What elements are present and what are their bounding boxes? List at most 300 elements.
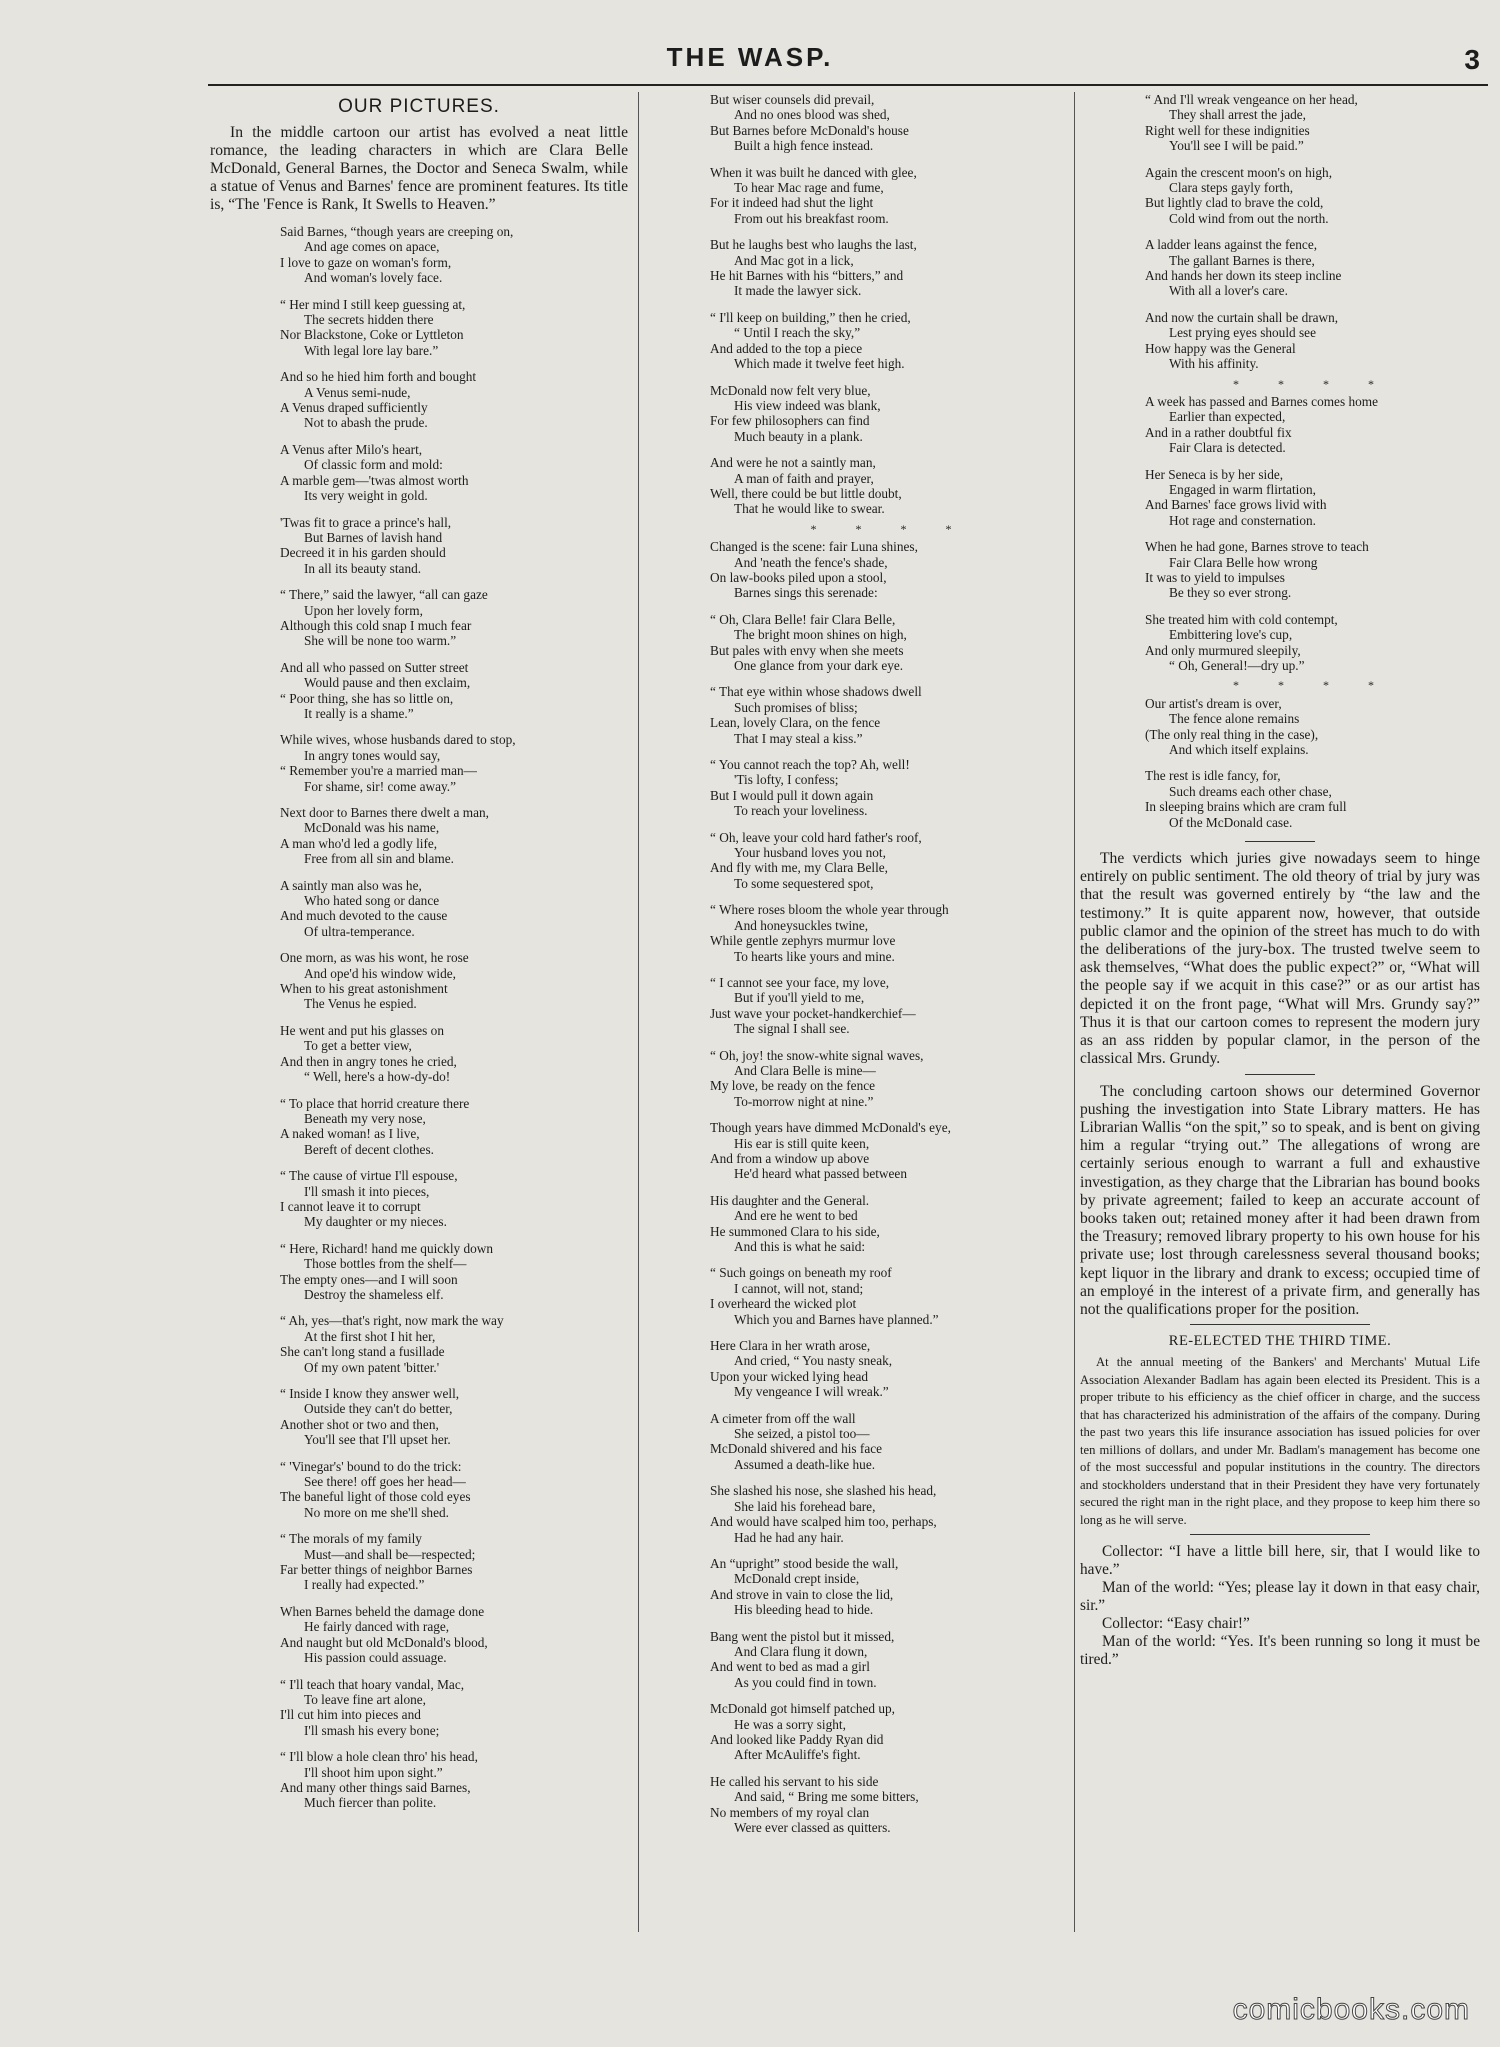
- stanza: [710, 1048, 1070, 1110]
- dialogue-line: Man of the world: “Yes; please lay it down in that easy chair, sir.”: [1080, 1579, 1480, 1615]
- poem-line: Assumed a death-like hue.: [734, 1456, 876, 1472]
- poem-line: In sleeping brains which are cram full: [1145, 799, 1347, 815]
- poem-line: A marble gem—'twas almost worth: [280, 472, 469, 488]
- stanza: [280, 1604, 628, 1666]
- poem-line: Again the crescent moon's on high,: [1145, 164, 1333, 180]
- poem-line: For shame, sir! come away.”: [304, 778, 456, 794]
- poem-line: But lightly clad to brave the cold,: [1145, 195, 1324, 211]
- stanza: [280, 1241, 628, 1303]
- article-paragraph: The verdicts which juries give nowadays seem to hinge entirely on public sentiment. The old theory of trial by jury was that the result was governed entirely by “the law and the testimony.” It is quite apparent now, however, that outside public clamor and the opinion of the street has much to do with the deliberations of the jury-box. The trusted twelve seem to ask themselves, “What does the public expect?” or, “What will the people say if we acquit in this case?” or as our artist has depicted it on the front page, “What will Mrs. Grundy say?” Thus it is that our cartoon comes to represent the modern jury as an ass ridden by popular clamor, in the person of the classical Mrs. Grundy.: [1080, 850, 1480, 1068]
- poem-line: But pales with envy when she meets: [710, 642, 904, 658]
- poem-line: It made the lawyer sick.: [734, 283, 862, 299]
- poem-line: Barnes sings this serenade:: [734, 585, 878, 601]
- poem-line: McDonald got himself patched up,: [710, 1701, 896, 1717]
- poem-line: At the first shot I hit her,: [304, 1328, 436, 1344]
- intro-paragraph: In the middle cartoon our artist has evolved a neat little romance, the leading characters in which are Clara Belle McDonald, General Barnes, the Doctor and Seneca Swalm, while a statue of Venus and Barnes' fence are prominent features. Its title is, “The 'Fence is Rank, It Swells to Heaven.”: [210, 124, 628, 213]
- poem-line: Lean, lovely Clara, on the fence: [710, 715, 881, 731]
- poem-line: He called his servant to his side: [710, 1773, 879, 1789]
- stanza: [280, 1749, 628, 1811]
- poem-line: Decreed it in his garden should: [280, 545, 446, 561]
- stanza: [280, 515, 628, 577]
- poem-line: He fairly danced with rage,: [304, 1619, 450, 1635]
- poem-line: I love to gaze on woman's form,: [280, 254, 452, 270]
- stanza: [710, 902, 1070, 964]
- poem-line: Hot rage and consternation.: [1169, 512, 1316, 528]
- poem-line: Upon her lovely form,: [304, 602, 423, 618]
- poem-line: I'll shoot him upon sight.”: [304, 1764, 443, 1780]
- poem-line: “ Ah, yes—that's right, now mark the way: [280, 1313, 504, 1329]
- poem-line: But Barnes before McDonald's house: [710, 122, 909, 138]
- poem-line: And looked like Paddy Ryan did: [710, 1731, 884, 1747]
- poem-line: From out his breakfast room.: [734, 210, 889, 226]
- poem-line: My daughter or my nieces.: [304, 1214, 447, 1230]
- poem-line: “ Such goings on beneath my roof: [710, 1265, 892, 1281]
- poem-line: One morn, as was his wont, he rose: [280, 950, 469, 966]
- stanza: [710, 757, 1070, 819]
- stanza: [1145, 394, 1480, 456]
- poem-line: I'll smash his every bone;: [304, 1722, 440, 1738]
- poem-line: She laid his forehead bare,: [734, 1498, 876, 1514]
- poem-line: And in a rather doubtful fix: [1145, 424, 1292, 440]
- poem-line: She slashed his nose, she slashed his head,: [710, 1483, 937, 1499]
- poem-line: Who hated song or dance: [304, 893, 440, 909]
- dialogue-line: Collector: “Easy chair!”: [1102, 1615, 1250, 1633]
- divider: [1245, 841, 1315, 842]
- poem-line: “ Oh, General!—dry up.”: [1169, 658, 1305, 673]
- poem-line: Bang went the pistol but it missed,: [710, 1628, 895, 1644]
- poem-line: But if you'll yield to me,: [734, 990, 865, 1006]
- dialogue-block: [1080, 1543, 1480, 1669]
- poem-line: Such promises of bliss;: [734, 699, 858, 715]
- section-break-stars: * * * *: [1233, 678, 1392, 693]
- poem-line: But he laughs best who laughs the last,: [710, 237, 917, 253]
- poem-line: Which you and Barnes have planned.”: [734, 1311, 939, 1327]
- poem-line: Of the McDonald case.: [1169, 814, 1293, 830]
- poem-line: “ Here, Richard! hand me quickly down: [280, 1240, 494, 1256]
- stanza: [280, 1677, 628, 1739]
- poem-line: She will be none too warm.”: [304, 633, 457, 649]
- poem-line: “ Inside I know they answer well,: [280, 1386, 460, 1401]
- poem-line: The signal I shall see.: [734, 1021, 850, 1037]
- poem-line: His view indeed was blank,: [734, 397, 881, 413]
- poem-line: A Venus after Milo's heart,: [280, 441, 423, 457]
- poem-line: 'Twas fit to grace a prince's hall,: [280, 514, 452, 530]
- poem-line: A cimeter from off the wall: [710, 1410, 856, 1426]
- poem-line: I really had expected.”: [304, 1577, 425, 1593]
- poem-line: And cried, “ You nasty sneak,: [734, 1353, 893, 1369]
- stanza: [280, 297, 628, 359]
- stanza: [710, 539, 1070, 601]
- poem-line: Destroy the shameless elf.: [304, 1286, 444, 1302]
- stanza: [1145, 696, 1480, 758]
- poem-line: It was to yield to impulses: [1145, 569, 1285, 585]
- poem-line: And Barnes' face grows livid with: [1145, 497, 1327, 513]
- poem-line: A naked woman! as I live,: [280, 1126, 420, 1142]
- poem-line: “ I'll blow a hole clean thro' his head,: [280, 1749, 478, 1765]
- poem-line: Outside they can't do better,: [304, 1401, 453, 1417]
- poem-line: That I may steal a kiss.”: [734, 730, 863, 746]
- poem-line: He'd heard what passed between: [734, 1166, 907, 1182]
- stanza: [1145, 539, 1480, 601]
- poem-line: Another shot or two and then,: [280, 1416, 439, 1432]
- stanza: [1145, 467, 1480, 529]
- poem-line: To hearts like yours and mine.: [734, 948, 895, 964]
- poem-line: When it was built he danced with glee,: [710, 164, 917, 180]
- poem-line: His ear is still quite keen,: [734, 1135, 870, 1151]
- poem-line: And were he not a saintly man,: [710, 455, 876, 471]
- stanza: [710, 455, 1070, 517]
- poem-line: A saintly man also was he,: [280, 877, 422, 893]
- poem-line: Right well for these indignities: [1145, 122, 1310, 138]
- stanza: [280, 224, 628, 286]
- poem-line: And all who passed on Sutter street: [280, 659, 469, 675]
- poem-line: To reach your loveliness.: [734, 803, 868, 819]
- poem-line: A Venus draped sufficiently: [280, 400, 428, 416]
- poem-line: He summoned Clara to his side,: [710, 1223, 880, 1239]
- poem-line: And added to the top a piece: [710, 340, 863, 356]
- poem-line: Not to abash the prude.: [304, 415, 428, 431]
- poem-line: And which itself explains.: [1169, 742, 1309, 758]
- poem-line: With legal lore lay bare.”: [304, 342, 439, 358]
- poem-line: Changed is the scene: fair Luna shines,: [710, 539, 918, 555]
- poem-line: Much fiercer than polite.: [304, 1795, 437, 1811]
- poem-line: “ Oh, leave your cold hard father's roof,: [710, 829, 922, 845]
- poem-line: And Clara Belle is mine—: [734, 1062, 876, 1078]
- poem-line: “ Poor thing, she has so little on,: [280, 690, 454, 706]
- poem-line: Although this cold snap I much fear: [280, 617, 472, 633]
- poem-line: I'll cut him into pieces and: [280, 1707, 421, 1723]
- poem-line: And naught but old McDonald's blood,: [280, 1634, 488, 1650]
- poem-line: And 'neath the fence's shade,: [734, 554, 888, 570]
- poem-line: Upon your wicked lying head: [710, 1368, 869, 1384]
- poem-line: He hit Barnes with his “bitters,” and: [710, 268, 904, 284]
- poem-line: Lest prying eyes should see: [1169, 325, 1316, 341]
- poem-line: With all a lover's care.: [1169, 283, 1288, 299]
- poem-line: And this is what he said:: [734, 1239, 866, 1254]
- poem-line: A man who'd led a godly life,: [280, 835, 438, 851]
- poem-line: Here Clara in her wrath arose,: [710, 1338, 871, 1354]
- stanza: [280, 369, 628, 431]
- poem-line: Fair Clara Belle how wrong: [1169, 554, 1318, 570]
- stanza: [280, 1459, 628, 1521]
- stanza: [710, 1774, 1070, 1836]
- stanza: [280, 1386, 628, 1448]
- poem-line: A Venus semi-nude,: [304, 384, 411, 400]
- poem-line: Would pause and then exclaim,: [304, 675, 471, 691]
- poem-line: In all its beauty stand.: [304, 560, 422, 576]
- stanza: [710, 684, 1070, 746]
- poem-line: Earlier than expected,: [1169, 409, 1286, 425]
- poem-line: And honeysuckles twine,: [734, 917, 869, 933]
- poem-line: Our artist's dream is over,: [1145, 695, 1282, 711]
- poem-line: And only murmured sleepily,: [1145, 642, 1301, 658]
- poem-line: Engaged in warm flirtation,: [1169, 481, 1316, 497]
- column-divider: [638, 92, 639, 1932]
- poem-line: The bright moon shines on high,: [734, 627, 907, 643]
- poem-line: Free from all sin and blame.: [304, 851, 454, 867]
- poem-line: You'll see that I'll upset her.: [304, 1432, 451, 1448]
- poem-line: Her Seneca is by her side,: [1145, 466, 1284, 482]
- poem-line: Were ever classed as quitters.: [734, 1820, 891, 1835]
- stanza: [710, 1483, 1070, 1545]
- poem-line: The Venus he espied.: [304, 996, 417, 1012]
- column-1: [210, 92, 628, 1932]
- poem: [1145, 92, 1480, 830]
- poem-line: Beneath my very nose,: [304, 1110, 426, 1126]
- poem-line: And age comes on apace,: [304, 239, 440, 255]
- poem-line: “ There,” said the lawyer, “all can gaze: [280, 587, 488, 603]
- page-number: 3: [1464, 44, 1480, 75]
- poem-line: See there! off goes her head—: [304, 1474, 466, 1490]
- poem-line: Built a high fence instead.: [734, 138, 874, 154]
- stanza: [710, 612, 1070, 674]
- poem-line: With his affinity.: [1169, 356, 1259, 372]
- poem-line: She treated him with cold contempt,: [1145, 611, 1338, 627]
- dialogue-line: Man of the world: “Yes. It's been running so long it must be tired.”: [1080, 1633, 1480, 1669]
- poem-line: “ Where roses bloom the whole year through: [710, 902, 949, 918]
- poem-line: That he would like to swear.: [734, 501, 885, 517]
- column-divider: [1074, 92, 1075, 1932]
- stanza: [710, 1411, 1070, 1473]
- poem-line: Nor Blackstone, Coke or Lyttleton: [280, 327, 464, 343]
- poem-line: For it indeed had shut the light: [710, 195, 874, 211]
- poem-line: And much devoted to the cause: [280, 908, 448, 924]
- poem-line: “ Remember you're a married man—: [280, 763, 477, 779]
- poem-line: And hands her down its steep incline: [1145, 268, 1342, 284]
- column-3: [1080, 92, 1480, 1932]
- poem-line: McDonald crept inside,: [734, 1571, 860, 1587]
- poem-line: Though years have dimmed McDonald's eye,: [710, 1120, 951, 1136]
- stanza: [710, 1629, 1070, 1691]
- poem-line: “ The morals of my family: [280, 1531, 422, 1547]
- stanza: [710, 1556, 1070, 1618]
- poem-line: “ That eye within whose shadows dwell: [710, 684, 922, 700]
- stanza: [280, 442, 628, 504]
- poem-line: “ I'll teach that hoary vandal, Mac,: [280, 1676, 465, 1692]
- poem-line: “ I cannot see your face, my love,: [710, 974, 890, 990]
- poem-line: “ You cannot reach the top? Ah, well!: [710, 757, 910, 773]
- poem-line: Which made it twelve feet high.: [734, 356, 905, 372]
- stanza: [710, 383, 1070, 445]
- poem-line: McDonald was his name,: [304, 820, 440, 836]
- poem-line: The empty ones—and I will soon: [280, 1271, 458, 1287]
- stanza: [710, 1338, 1070, 1400]
- poem-line: A ladder leans against the fence,: [1145, 237, 1318, 253]
- stanza: [710, 1193, 1070, 1255]
- poem-line: But I would pull it down again: [710, 787, 874, 803]
- poem-line: Next door to Barnes there dwelt a man,: [280, 805, 489, 820]
- stanza: [710, 1701, 1070, 1763]
- stanza: [280, 950, 628, 1012]
- poem-line: Its very weight in gold.: [304, 488, 428, 504]
- poem-line: Of classic form and mold:: [304, 457, 443, 473]
- poem-line: And from a window up above: [710, 1150, 870, 1166]
- poem-line: Your husband loves you not,: [734, 845, 886, 861]
- stanza: [280, 1313, 628, 1375]
- stanza: [710, 975, 1070, 1037]
- poem-line: And woman's lovely face.: [304, 270, 443, 286]
- poem-line: For few philosophers can find: [710, 413, 870, 429]
- poem-line: “ Oh, Clara Belle! fair Clara Belle,: [710, 611, 896, 627]
- poem: [280, 224, 628, 1811]
- stanza: [710, 237, 1070, 299]
- poem-line: And ere he went to bed: [734, 1208, 858, 1224]
- stanza: [710, 92, 1070, 154]
- poem-line: “ Her mind I still keep guessing at,: [280, 296, 466, 312]
- poem-line: I'll smash it into pieces,: [304, 1183, 430, 1199]
- poem-line: “ To place that horrid creature there: [280, 1095, 470, 1111]
- stanza: [710, 830, 1070, 892]
- poem-line: Of my own patent 'bitter.': [304, 1359, 440, 1375]
- poem-line: His passion could assuage.: [304, 1650, 447, 1666]
- poem-line: She can't long stand a fusillade: [280, 1344, 445, 1360]
- poem-line: To-morrow night at nine.”: [734, 1093, 874, 1109]
- poem-line: And now the curtain shall be drawn,: [1145, 309, 1339, 325]
- poem: [710, 92, 1070, 1835]
- poem-line: And went to bed as mad a girl: [710, 1659, 870, 1675]
- stanza: [1145, 237, 1480, 299]
- poem-line: Fair Clara is detected.: [1169, 440, 1286, 456]
- poem-line: “ 'Vinegar's' bound to do the trick:: [280, 1458, 462, 1474]
- stanza: [280, 660, 628, 722]
- poem-line: They shall arrest the jade,: [1169, 107, 1306, 123]
- poem-line: The secrets hidden there: [304, 312, 434, 328]
- poem-line: In angry tones would say,: [304, 747, 441, 763]
- poem-line: Much beauty in a plank.: [734, 428, 863, 444]
- poem-line: His bleeding head to hide.: [734, 1602, 874, 1618]
- poem-line: But Barnes of lavish hand: [304, 529, 443, 545]
- stanza: [280, 732, 628, 794]
- poem-line: As you could find in town.: [734, 1674, 877, 1690]
- poem-line: Well, there could be but little doubt,: [710, 485, 902, 501]
- poem-line: He was a sorry sight,: [734, 1716, 846, 1732]
- poem-line: His daughter and the General.: [710, 1192, 870, 1208]
- poem-line: On law-books piled upon a stool,: [710, 569, 887, 585]
- poem-line: Must—and shall be—respected;: [304, 1546, 476, 1562]
- poem-line: Said Barnes, “though years are creeping on,: [280, 224, 514, 239]
- stanza: [1145, 612, 1480, 674]
- poem-line: The gallant Barnes is there,: [1169, 252, 1315, 268]
- poem-line: A man of faith and prayer,: [734, 470, 874, 486]
- poem-line: He went and put his glasses on: [280, 1022, 444, 1038]
- poem-line: “ Until I reach the sky,”: [734, 325, 861, 341]
- poem-line: And ope'd his window wide,: [304, 965, 456, 981]
- stanza: [1145, 310, 1480, 372]
- stanza: [1145, 768, 1480, 830]
- stanza: [710, 1120, 1070, 1182]
- stanza: [1145, 92, 1480, 154]
- poem-line: I overheard the wicked plot: [710, 1296, 857, 1312]
- stanza: [710, 165, 1070, 227]
- poem-line: While gentle zephyrs murmur love: [710, 933, 896, 949]
- divider: [1245, 1074, 1315, 1075]
- poem-line: Bereft of decent clothes.: [304, 1141, 434, 1157]
- poem-line: But wiser counsels did prevail,: [710, 92, 875, 107]
- poem-line: When he had gone, Barnes strove to teach: [1145, 539, 1369, 555]
- poem-line: The baneful light of those cold eyes: [280, 1489, 471, 1505]
- article-heading: RE-ELECTED THE THIRD TIME.: [1168, 1333, 1392, 1350]
- column-2: [650, 92, 1070, 1932]
- poem-line: A week has passed and Barnes comes home: [1145, 393, 1379, 409]
- article-paragraph: At the annual meeting of the Bankers' and Merchants' Mutual Life Association Alexander Badlam has again been elected its President. This is a proper tribute to his efficiency as the chief officer in charge, and the success that has characterized his administration of the affairs of the company. During the past two years this life insurance association has issued policies for over ten millions of dollars, and under Mr. Badlam's management has become one of the most successful and popular institutions in the country. The directors and stockholders understand that in their President they have very fortunately secured the right man in the right place, and they propose to keep him there so long as he will serve.: [1080, 1355, 1480, 1527]
- poem-line: McDonald now felt very blue,: [710, 382, 871, 398]
- stanza: [710, 1265, 1070, 1327]
- poem-line: To some sequestered spot,: [734, 875, 874, 891]
- poem-line: An “upright” stood beside the wall,: [710, 1555, 899, 1571]
- poem-line: To hear Mac rage and fume,: [734, 180, 884, 196]
- poem-line: Embittering love's cup,: [1169, 627, 1293, 643]
- poem-line: And said, “ Bring me some bitters,: [734, 1789, 919, 1805]
- poem-line: And Mac got in a lick,: [734, 252, 854, 268]
- poem-line: Of ultra-temperance.: [304, 923, 415, 939]
- poem-line: McDonald shivered and his face: [710, 1441, 883, 1457]
- poem-line: The fence alone remains: [1169, 711, 1300, 727]
- stanza: [280, 878, 628, 940]
- dialogue-line: Collector: “I have a little bill here, sir, that I would like to have.”: [1080, 1543, 1480, 1579]
- poem-line: Such dreams each other chase,: [1169, 783, 1332, 799]
- poem-line: You'll see I will be paid.”: [1169, 138, 1304, 154]
- poem-line: The rest is idle fancy, for,: [1145, 768, 1281, 784]
- article-paragraph: The concluding cartoon shows our determined Governor pushing the investigation into State Library matters. He has Librarian Wallis “on the spit,” so to speak, and is bent on giving him a regular “trying out.” The allegations of wrong are certainly serious enough to warrant a full and exhaustive investigation, as they charge that the Librarian has bound books by private agreement; failed to keep an accurate account of books taken out; retained money after it had been drawn from the Treasury; removed library property to his own house for his private use; lost through carelessness several thousand books; kept liquor in the library and drank to excess; occupied time of an employé in the interest of a private firm, and generally has not the qualifications proper for the position.: [1080, 1082, 1480, 1318]
- stanza: [710, 310, 1070, 372]
- poem-line: To get a better view,: [304, 1038, 412, 1054]
- poem-line: I cannot, will not, stand;: [734, 1280, 864, 1296]
- poem-line: Just wave your pocket-handkerchief—: [710, 1005, 916, 1021]
- poem-line: She seized, a pistol too—: [734, 1426, 870, 1442]
- poem-line: Those bottles from the shelf—: [304, 1256, 467, 1272]
- poem-line: “ Oh, joy! the snow-white signal waves,: [710, 1047, 924, 1063]
- poem-line: My vengeance I will wreak.”: [734, 1384, 889, 1400]
- poem-line: After McAuliffe's fight.: [734, 1747, 861, 1763]
- poem-line: And so he hied him forth and bought: [280, 369, 477, 385]
- poem-line: “ The cause of virtue I'll espouse,: [280, 1168, 458, 1184]
- poem-line: And Clara flung it down,: [734, 1643, 868, 1659]
- poem-line: And then in angry tones he cried,: [280, 1053, 457, 1069]
- poem-line: (The only real thing in the case),: [1145, 726, 1319, 742]
- poem-line: One glance from your dark eye.: [734, 658, 904, 673]
- poem-line: Cold wind from out the north.: [1169, 210, 1329, 226]
- poem-line: No more on me she'll shed.: [304, 1504, 449, 1520]
- divider: [1190, 1534, 1370, 1535]
- poem-line: “ And I'll wreak vengeance on her head,: [1145, 92, 1358, 107]
- watermark-text: comicbooks.com: [1232, 1993, 1470, 2026]
- stanza: [280, 805, 628, 867]
- poem-line: And would have scalped him too, perhaps,: [710, 1514, 937, 1530]
- divider: [1190, 1324, 1370, 1325]
- stanza: [280, 1023, 628, 1085]
- poem-line: Be they so ever strong.: [1169, 585, 1292, 601]
- poem-line: And strove in vain to close the lid,: [710, 1586, 894, 1602]
- section-break-stars: * * * *: [1233, 376, 1392, 391]
- poem-line: Far better things of neighbor Barnes: [280, 1562, 473, 1578]
- poem-line: And many other things said Barnes,: [280, 1779, 471, 1795]
- poem-line: To leave fine art alone,: [304, 1691, 427, 1707]
- poem-line: “ Well, here's a how-dy-do!: [304, 1069, 451, 1085]
- poem-line: While wives, whose husbands dared to stop,: [280, 732, 516, 748]
- masthead-title: THE WASP.: [666, 42, 834, 72]
- poem-line: And no ones blood was shed,: [734, 107, 890, 123]
- poem-line: Had he had any hair.: [734, 1529, 844, 1545]
- header-rule: [208, 84, 1488, 86]
- stanza: [280, 587, 628, 649]
- poem-line: When to his great astonishment: [280, 981, 448, 997]
- poem-line: My love, be ready on the fence: [710, 1078, 876, 1094]
- stanza: [280, 1531, 628, 1593]
- poem-line: Clara steps gayly forth,: [1169, 180, 1294, 196]
- poem-line: And fly with me, my Clara Belle,: [710, 860, 888, 876]
- poem-line: It really is a shame.”: [304, 705, 414, 721]
- poem-line: “ I'll keep on building,” then he cried,: [710, 309, 911, 325]
